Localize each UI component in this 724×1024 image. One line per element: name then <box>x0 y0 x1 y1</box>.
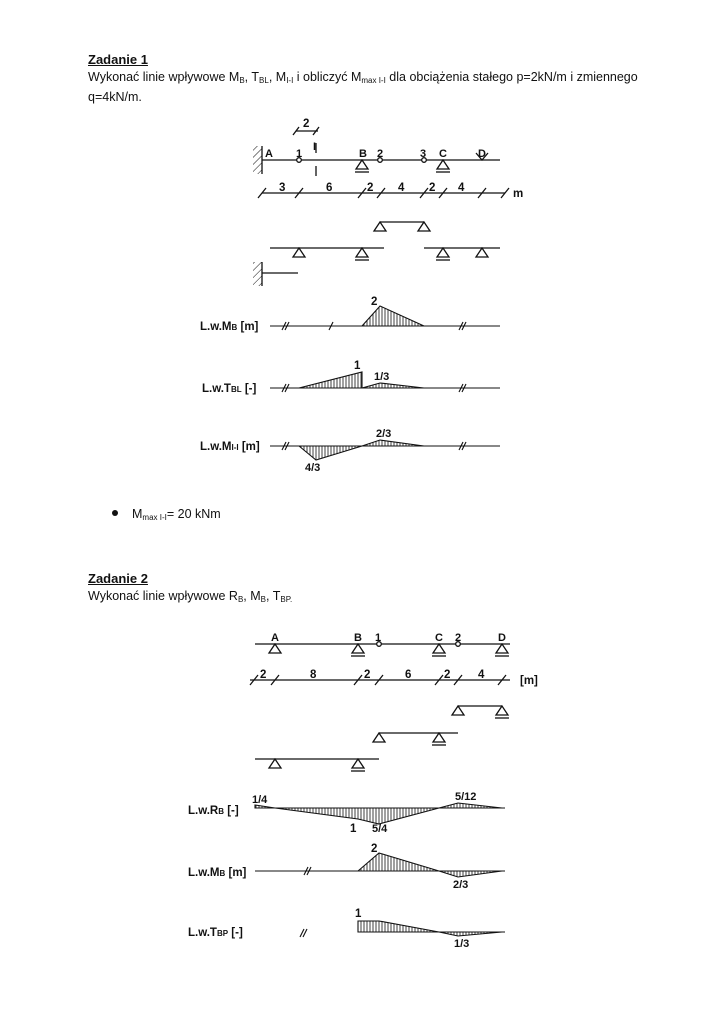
value-label: 1 <box>350 823 357 835</box>
task1-sub: max I-I <box>361 76 386 85</box>
dim-label: 6 <box>326 182 333 194</box>
hinge-label: 1 <box>296 148 303 160</box>
dim-label: 2 <box>364 669 371 681</box>
support-label: A <box>265 148 273 160</box>
pin-support-icon <box>356 160 368 169</box>
task1-heading: Zadanie 1 <box>88 52 148 67</box>
task2-text: , T <box>266 589 281 603</box>
dim-label: 3 <box>279 182 286 194</box>
task1-text: q=4kN/m. <box>88 90 142 104</box>
influence-line-label: L.w.RB [-] <box>188 805 239 817</box>
task1-influence-labels <box>200 296 391 474</box>
value-label: 1 <box>355 908 362 920</box>
dim-label: 8 <box>310 669 317 681</box>
task1-text: dla obciążenia stałego p=2kN/m i zmiennego <box>385 70 638 84</box>
dim-label: 2 <box>444 669 451 681</box>
task1-sub: I-I <box>286 76 294 85</box>
hinge-label: 2 <box>377 148 384 160</box>
task2-sub: B <box>260 595 266 604</box>
task1-text: Wykonać linie wpływowe M <box>88 70 240 84</box>
task2-sub: B <box>237 595 244 604</box>
support-label: A <box>271 632 279 644</box>
task2-beam-labels <box>260 632 538 687</box>
dim-label: 4 <box>458 182 465 194</box>
pin-support-icon <box>269 644 281 653</box>
fixed-support-icon <box>253 146 262 174</box>
hinge-label: 1 <box>375 632 382 644</box>
dim-label: 2 <box>367 182 374 194</box>
support-label: C <box>439 148 447 160</box>
task1-text: , T <box>244 70 260 84</box>
task2-sub: BP. <box>280 595 293 604</box>
value-label: 1/4 <box>252 794 268 806</box>
result-value: = 20 kNm <box>166 507 221 521</box>
influence-line-label: L.w.MI-I [m] <box>200 441 260 453</box>
task1-beam-labels <box>265 118 523 200</box>
influence-line-label: L.w.TBL [-] <box>202 383 257 395</box>
value-label: 2/3 <box>453 879 469 891</box>
value-label: 4/3 <box>305 462 321 474</box>
value-label: 2 <box>371 843 378 855</box>
result-text: M <box>132 507 143 521</box>
task1-sub: BL <box>259 76 269 85</box>
support-label: B <box>354 632 362 644</box>
task2-beam-diagram <box>250 642 510 771</box>
value-label: 2/3 <box>376 428 392 440</box>
task1-sub: B <box>239 76 245 85</box>
value-label: 1 <box>354 360 361 372</box>
value-label: 1/3 <box>454 938 470 950</box>
value-label: 1/3 <box>374 371 390 383</box>
support-label: C <box>435 632 443 644</box>
section-label: I <box>313 141 317 153</box>
influence-line-label: L.w.MB [m] <box>188 867 247 879</box>
support-label: D <box>498 632 506 644</box>
dim-label: 2 <box>303 118 310 130</box>
unit-label: m <box>513 188 524 200</box>
result-sub: max I-I <box>142 513 167 522</box>
influence-line-label: L.w.TBP [-] <box>188 927 243 939</box>
pin-support-icon <box>496 644 508 653</box>
dim-label: 6 <box>405 669 412 681</box>
value-label: 5/12 <box>455 791 477 803</box>
dim-label: 4 <box>398 182 405 194</box>
value-label: 2 <box>371 296 378 308</box>
support-label: B <box>359 148 367 160</box>
task1-text: i obliczyć M <box>293 70 362 84</box>
influence-line-label: L.w.MB [m] <box>200 321 259 333</box>
unit-label: [m] <box>520 675 538 687</box>
task2-heading: Zadanie 2 <box>88 571 148 586</box>
pin-support-icon <box>433 644 445 653</box>
task2-text: Wykonać linie wpływowe R <box>88 589 238 603</box>
dim-label: 2 <box>429 182 436 194</box>
task2-text: , M <box>243 589 261 603</box>
dim-label: 4 <box>478 669 485 681</box>
support-label: D <box>478 148 486 160</box>
hinge-label: 2 <box>455 632 462 644</box>
task1-text: , M <box>268 70 287 84</box>
hinge-label: 3 <box>420 148 427 160</box>
pin-support-icon <box>437 160 449 169</box>
pin-support-icon <box>352 644 364 653</box>
value-label: 5/4 <box>372 823 388 835</box>
dim-label: 2 <box>260 669 267 681</box>
